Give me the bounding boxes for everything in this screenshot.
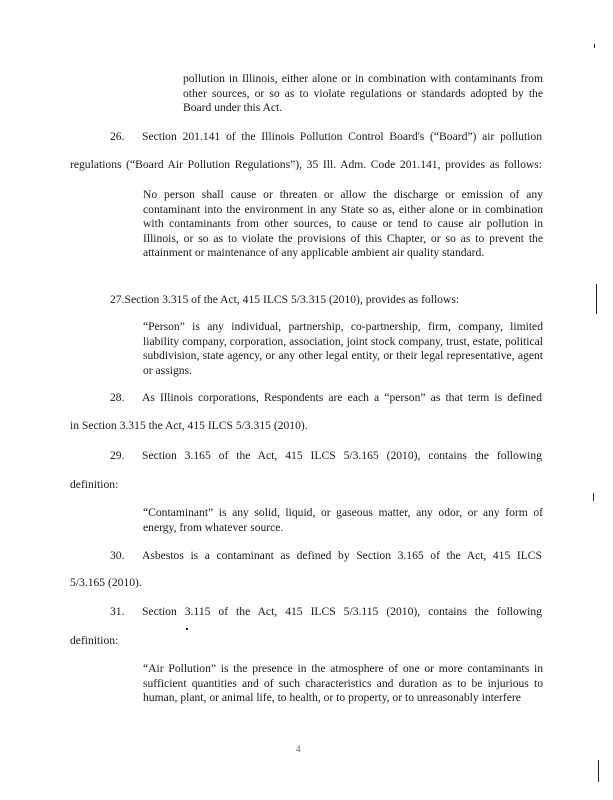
paragraph-27-line1 <box>70 293 542 307</box>
paragraph-number: 31. <box>110 605 125 618</box>
paragraph-text: Section 3.315 of the Act, 415 ILCS 5/3.315 (2010), provides as follows: <box>124 293 460 306</box>
paragraph-31-line2: definition: <box>70 634 119 647</box>
page-number: 4 <box>296 744 301 754</box>
paragraph-30-line2: 5/3.165 (2010). <box>70 576 142 589</box>
paragraph-29-line1 <box>70 449 542 463</box>
paragraph-number: 30. <box>110 549 125 562</box>
paragraph-text: Section 201.141 of the Illinois Pollution Control Board's (“Board”) air pollution <box>142 130 542 143</box>
quote-person-definition: “Person” is any individual, partnership, co-partnership, firm, company, limited liability company, corporation, association, joint stock company, trust, estate, political subdivision, state agency, or any other legal entity, or their legal representative, agent or assigns. <box>143 320 543 377</box>
paragraph-26-line2: regulations (“Board Air Pollution Regulations”), 35 Ill. Adm. Code 201.141, provides as follows: <box>70 158 542 171</box>
quote-continuation: pollution in Illinois, either alone or in combination with contaminants from other sources, or so as to violate regulations or standards adopted by the Board under this Act. <box>183 72 543 115</box>
paragraph-text: As Illinois corporations, Respondents are each a “person” as that term is defined <box>142 391 542 404</box>
paragraph-text: Asbestos is a contaminant as defined by Section 3.165 of the Act, 415 ILCS <box>142 549 542 562</box>
paragraph-text: Section 3.115 of the Act, 415 ILCS 5/3.115 (2010), contains the following <box>142 605 542 618</box>
paragraph-26-line1 <box>70 130 542 144</box>
paragraph-31-line1 <box>70 605 542 619</box>
scan-artifact <box>186 628 188 630</box>
scan-artifact <box>598 760 599 782</box>
paragraph-number: 26. <box>110 130 125 143</box>
scan-artifact <box>593 493 594 501</box>
paragraph-number: 29. <box>110 449 125 462</box>
scan-artifact <box>596 284 597 314</box>
paragraph-29-line2: definition: <box>70 478 119 491</box>
paragraph-number: 28. <box>110 391 125 404</box>
paragraph-number: 27. <box>110 293 125 306</box>
paragraph-28-line1 <box>70 391 542 405</box>
paragraph-text: Section 3.165 of the Act, 415 ILCS 5/3.165 (2010), contains the following <box>142 449 542 462</box>
paragraph-30-line1 <box>70 549 542 563</box>
quote-201-141: No person shall cause or threaten or allow the discharge or emission of any contaminant into the environment in any State so as, either alone or in combination with contaminants from other sources, to cause or tend to cause air pollution in Illinois, or so as to violate the provisions of this Chapter, or so as to prevent the attainment or maintenance of any applicable ambient air quality standard. <box>143 188 543 260</box>
quote-contaminant-definition: “Contaminant” is any solid, liquid, or gaseous matter, any odor, or any form of energy, from whatever source. <box>143 506 543 534</box>
paragraph-28-line2: in Section 3.315 the Act, 415 ILCS 5/3.315 (2010). <box>70 419 308 432</box>
quote-air-pollution-definition: “Air Pollution” is the presence in the atmosphere of one or more contaminants in sufficient quantities and of such characteristics and duration as to be injurious to human, plant, or animal life, to health, or to property, or to unreasonably interfere <box>143 662 543 705</box>
scan-artifact <box>594 44 595 48</box>
